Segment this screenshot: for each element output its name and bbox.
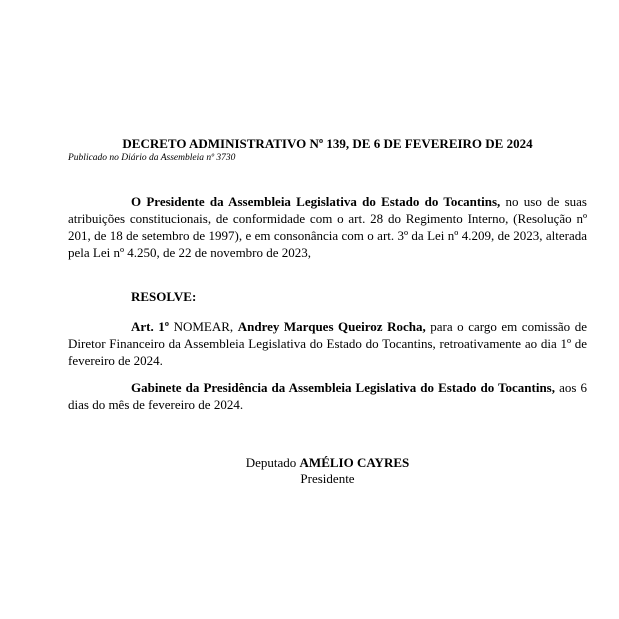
signatory-role: Presidente bbox=[300, 471, 355, 486]
article-1-label: Art. 1º bbox=[131, 319, 170, 334]
intro-paragraph bbox=[68, 193, 587, 261]
article-1-paragraph bbox=[68, 318, 587, 369]
signature-block bbox=[68, 455, 587, 487]
signatory-line bbox=[68, 455, 587, 471]
intro-text: no uso de suas atribuições constitucionais, de conformidade com o art. 28 do Regimento Interno, (Resolução nº 201, de 18 de setembro de 1997), e em consonância com o art. 3º da Lei nº 4.209, de 2023, alterada pela Lei nº 4.250, de 22 de novembro de 2023, bbox=[68, 194, 587, 260]
resolve-heading: RESOLVE: bbox=[131, 289, 197, 304]
appointee-name: Andrey Marques Queiroz Rocha, bbox=[237, 319, 426, 334]
signatory-prefix: Deputado bbox=[245, 455, 300, 470]
publication-note: Publicado no Diário da Assembleia nº 3730 bbox=[68, 153, 236, 163]
signatory-name: AMÉLIO CAYRES bbox=[299, 455, 410, 470]
decree-title: DECRETO ADMINISTRATIVO Nº 139, DE 6 DE FEVEREIRO DE 2024 bbox=[122, 136, 533, 151]
article-1-text-b: para o cargo em comissão de Diretor Financeiro da Assembleia Legislativa do Estado do Tocantins, retroativamente ao dia 1º de fevereiro de 2024. bbox=[68, 319, 587, 368]
intro-bold-text: O Presidente da Assembleia Legislativa do Estado do Tocantins, bbox=[131, 194, 501, 209]
article-1-text-a: NOMEAR, bbox=[169, 319, 238, 334]
closing-paragraph bbox=[68, 379, 587, 413]
closing-bold-text: Gabinete da Presidência da Assembleia Legislativa do Estado do Tocantins, bbox=[131, 380, 555, 395]
closing-text: aos 6 dias do mês de fevereiro de 2024. bbox=[68, 380, 587, 412]
